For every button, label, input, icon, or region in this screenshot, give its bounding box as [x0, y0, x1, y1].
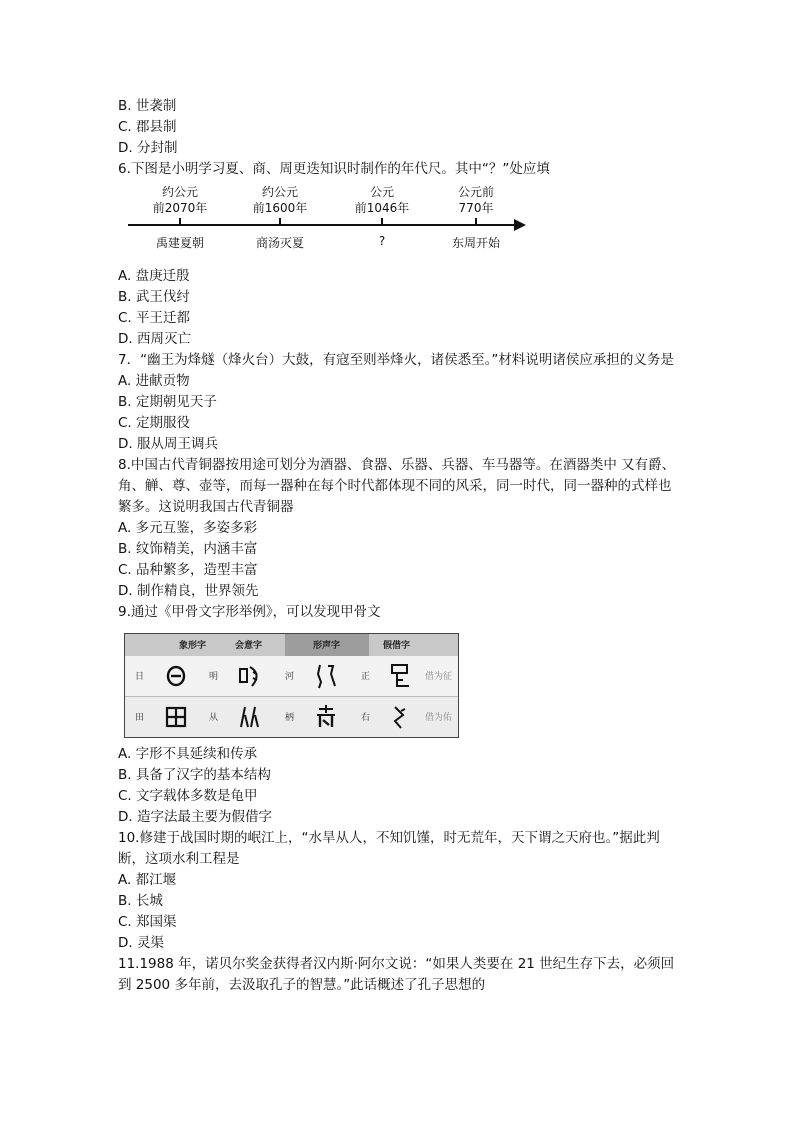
timeline-date-line1: 约公元: [261, 185, 298, 199]
timeline-date-line1: 公元前: [457, 185, 494, 199]
oracle-field-glyph-icon: [161, 701, 191, 733]
timeline-date: [436, 184, 516, 216]
option-a: A. 都江堰: [118, 872, 177, 888]
option-c: C. 定期服役: [118, 415, 191, 431]
question-8-stem: 8.中国古代青铜器按用途可划分为酒器、食器、乐器、兵器、车马器等。在酒器类中 又有爵、角、觯、尊、壶等，而每一器种在每个时代都体现不同的风采，同一时代，同一器种的式样也繁多。这说明我国古代青铜器: [118, 457, 676, 515]
char-label: 河: [285, 672, 295, 682]
char-label: 明: [209, 672, 219, 682]
exam-page: [118, 96, 678, 996]
oracle-river-glyph-icon: [311, 660, 341, 692]
option-b: B. 纹饰精美，内涵丰富: [118, 541, 258, 557]
timeline-event: 东周开始: [451, 236, 500, 250]
option-d: D. 分封制: [118, 140, 178, 156]
option-d: D. 西周灭亡: [118, 331, 191, 347]
question-11-stem: 11.1988 年，诺贝尔奖金获得者汉内斯·阿尔文说：“如果人类要在 21 世纪生存下去，必须回到 2500 多年前，去汲取孔子的智慧。”此话概述了孔子思想的: [118, 956, 675, 993]
oracle-zheng-glyph-icon: [385, 660, 415, 692]
header-pictograph: 象形字: [179, 641, 207, 651]
char-label: 柄: [285, 713, 295, 723]
header-ideograph: 会意字: [235, 641, 263, 651]
option-a: A. 多元互鉴，多姿多彩: [118, 520, 258, 536]
option-c: C. 郑国渠: [118, 914, 177, 930]
oracle-bone-table-image: [124, 633, 459, 738]
timeline-date-line2: 770年: [458, 201, 494, 215]
header-phonosemantic: 形声字: [313, 641, 341, 651]
option-b: B. 长城: [118, 893, 163, 909]
option-a: A. 字形不具延续和传承: [118, 746, 258, 762]
question-6-stem: 6.下图是小明学习夏、商、周更迭知识时制作的年代尺。其中“？”处应填: [118, 161, 550, 177]
timeline-tick: [475, 218, 477, 226]
timeline-figure: [128, 184, 528, 262]
char-label: 日: [135, 672, 145, 682]
option-d: D. 制作精良，世界领先: [118, 583, 259, 599]
timeline-date-line1: 约公元: [161, 185, 198, 199]
option-b: B. 世袭制: [118, 98, 177, 114]
char-label: 田: [135, 713, 145, 723]
option-a: A. 盘庚迁殷: [118, 268, 190, 284]
loan-note: 借为征: [425, 672, 453, 682]
option-b: B. 具备了汉字的基本结构: [118, 767, 271, 783]
timeline-event: 商汤灭夏: [255, 236, 304, 250]
option-a: A. 进献贡物: [118, 373, 190, 389]
char-label: 正: [361, 672, 371, 682]
question-7-stem: 7．“幽王为烽燧（烽火台）大鼓，有寇至则举烽火，诸侯悉至。”材料说明诸侯应承担的义务是: [118, 352, 674, 368]
oracle-bright-glyph-icon: [235, 660, 265, 692]
timeline-tick: [179, 218, 181, 226]
header-loan: 假借字: [383, 641, 411, 651]
table-row: [125, 697, 458, 737]
option-d: D. 灵渠: [118, 935, 164, 951]
timeline-date: [342, 184, 422, 216]
table-row: [125, 656, 458, 696]
timeline-arrow-icon: [514, 219, 526, 231]
option-c: C. 郡县制: [118, 119, 177, 135]
oracle-handle-glyph-icon: [311, 701, 341, 733]
option-d: D. 造字法最主要为假借字: [118, 809, 272, 825]
timeline-date-line2: 前1600年: [252, 201, 308, 215]
question-10-stem: 10.修建于战国时期的岷江上，“水旱从人，不知饥馑，时无荒年，天下谓之天府也。”据此判断，这项水利工程是: [118, 830, 660, 867]
timeline-axis: [128, 224, 518, 226]
timeline-tick: [381, 218, 383, 226]
option-c: C. 平王迁都: [118, 310, 191, 326]
timeline-date-line2: 前2070年: [152, 201, 208, 215]
char-label: 右: [361, 713, 371, 723]
option-c: C. 品种繁多，造型丰富: [118, 562, 258, 578]
option-c: C. 文字载体多数是龟甲: [118, 788, 258, 804]
option-b: B. 定期朝见天子: [118, 394, 217, 410]
timeline-event: ?: [378, 234, 386, 248]
char-label: 从: [209, 713, 219, 723]
oracle-right-hand-glyph-icon: [385, 701, 415, 733]
timeline-date-line1: 公元: [369, 185, 394, 199]
timeline-date: [240, 184, 320, 216]
option-b: B. 武王伐纣: [118, 289, 190, 305]
timeline-date-line2: 前1046年: [354, 201, 410, 215]
option-d: D. 服从周王调兵: [118, 436, 218, 452]
oracle-follow-glyph-icon: [235, 701, 265, 733]
oracle-sun-glyph-icon: [161, 660, 191, 692]
question-9-stem: 9.通过《甲骨文字形举例》，可以发现甲骨文: [118, 604, 381, 620]
timeline-event: 禹建夏朝: [155, 236, 204, 250]
timeline-date: [140, 184, 220, 216]
timeline-tick: [279, 218, 281, 226]
loan-note: 借为佑: [425, 713, 453, 723]
